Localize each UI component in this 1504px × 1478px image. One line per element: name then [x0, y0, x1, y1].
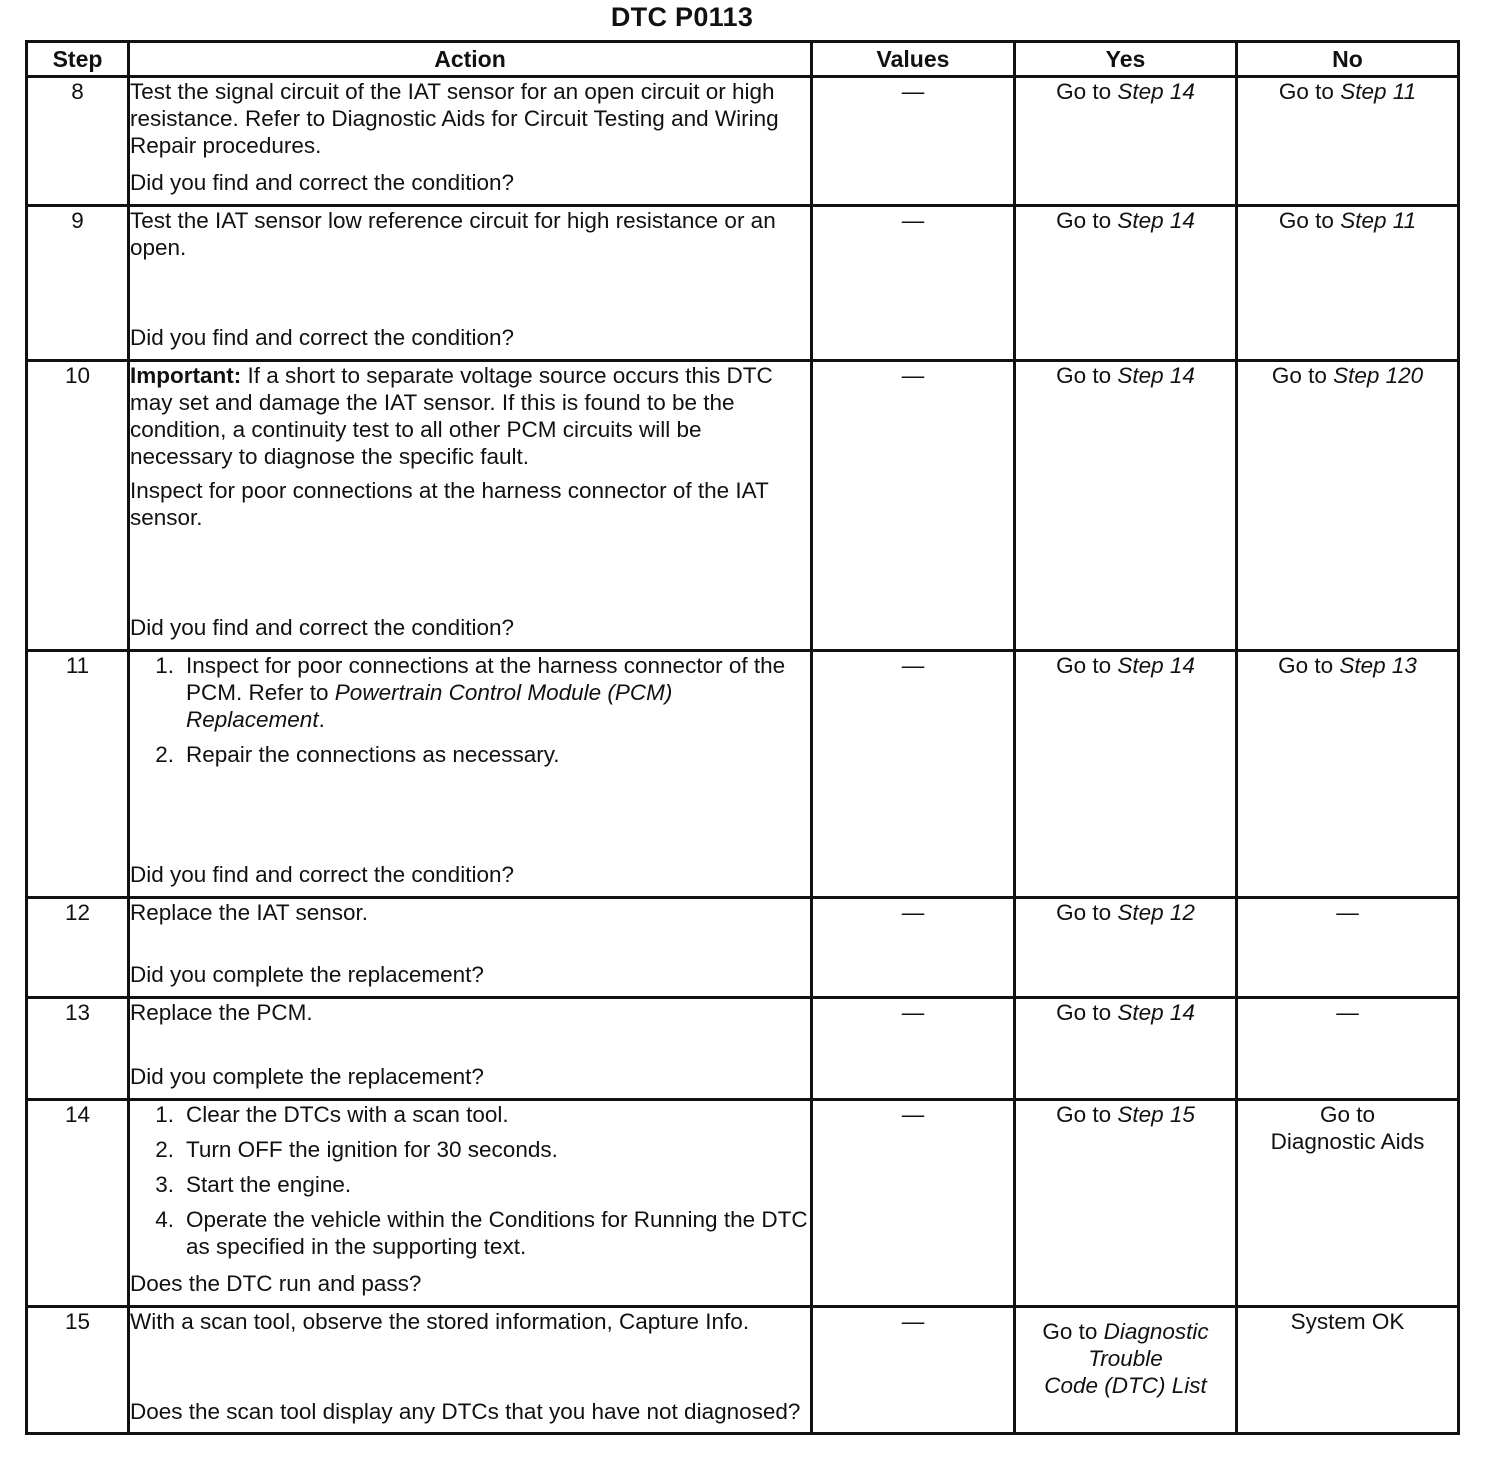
list-number: 3. [155, 1172, 174, 1197]
go-to-text: Go to [1056, 1000, 1112, 1025]
list-item [130, 741, 810, 768]
important-note [130, 362, 810, 470]
list-number: 1. [155, 1102, 174, 1127]
go-to-text: Go to [1056, 363, 1112, 388]
no-cell [1237, 206, 1459, 361]
action-question: Did you complete the replacement? [130, 1064, 484, 1089]
header-step: Step [27, 42, 129, 77]
list-number: 1. [155, 653, 174, 678]
action-cell [129, 998, 812, 1100]
step-link[interactable]: Step 14 [1117, 363, 1195, 388]
action-text: Test the signal circuit of the IAT sensor for an open circuit or high resistance. Refer to Diagnostic Aids for Circuit Testing and Wiring Repair procedures. [130, 79, 779, 158]
list-item [130, 652, 810, 733]
action-cell [129, 206, 812, 361]
action-cell [129, 898, 812, 998]
action-text: Test the IAT sensor low reference circuit for high resistance or an open. [130, 208, 776, 260]
list-item [130, 1136, 810, 1163]
go-to-text: Go to [1278, 79, 1334, 104]
values-cell: — [812, 1307, 1015, 1434]
list-number: 2. [155, 1137, 174, 1162]
values-cell: — [812, 1100, 1015, 1307]
values-cell: — [812, 206, 1015, 361]
step-number: 12 [27, 898, 129, 998]
yes-cell [1015, 206, 1237, 361]
yes-cell [1015, 1100, 1237, 1307]
table-row [27, 898, 1459, 998]
go-to-text: Go to [1271, 363, 1327, 388]
action-text: Inspect for poor connections at the harness connector of the IAT sensor. [130, 478, 769, 530]
values-cell: — [812, 361, 1015, 651]
yes-cell [1015, 898, 1237, 998]
yes-cell [1015, 77, 1237, 206]
table-row [27, 998, 1459, 1100]
header-action: Action [129, 42, 812, 77]
list-text: Clear the DTCs with a scan tool. [186, 1102, 509, 1127]
step-link[interactable]: Step 11 [1340, 208, 1417, 233]
table-row [27, 206, 1459, 361]
step-number: 14 [27, 1100, 129, 1307]
yes-cell [1015, 651, 1237, 898]
go-to-text: Go to [1056, 208, 1112, 233]
go-to-text: Go to [1042, 1319, 1098, 1344]
action-cell [129, 361, 812, 651]
yes-cell [1015, 1307, 1237, 1434]
no-cell [1237, 361, 1459, 651]
header-values: Values [812, 42, 1015, 77]
action-text: Replace the IAT sensor. [130, 900, 369, 925]
procedure-link[interactable]: Powertrain Control Module (PCM) Replacement [186, 680, 673, 732]
list-text: Operate the vehicle within the Conditions for Running the DTC as specified in the supporting text. [186, 1207, 808, 1259]
action-question: Did you find and correct the condition? [130, 325, 514, 350]
step-number: 11 [27, 651, 129, 898]
dtc-table [25, 40, 1460, 1435]
step-number: 10 [27, 361, 129, 651]
go-to-text: Go to [1056, 653, 1112, 678]
step-link[interactable]: Step 14 [1117, 79, 1195, 104]
action-cell [129, 77, 812, 206]
diagnostic-aids-link[interactable]: Diagnostic Aids [1270, 1129, 1425, 1154]
values-cell: — [812, 998, 1015, 1100]
action-question: Does the scan tool display any DTCs that you have not diagnosed? [130, 1399, 801, 1424]
yes-cell [1015, 361, 1237, 651]
no-cell [1237, 651, 1459, 898]
no-cell: — [1237, 898, 1459, 998]
header-row [27, 42, 1459, 77]
go-to-text: Go to [1056, 1102, 1112, 1127]
important-label: Important: [130, 363, 242, 388]
values-cell: — [812, 651, 1015, 898]
step-number: 9 [27, 206, 129, 361]
list-text: Inspect for poor connections at the harness connector of the PCM. Refer to Powertrain Control Module (PCM) Replacement. [186, 653, 786, 732]
step-link[interactable]: Step 11 [1340, 79, 1417, 104]
step-link[interactable]: Step 120 [1333, 363, 1424, 388]
action-question: Does the DTC run and pass? [130, 1271, 422, 1296]
list-item [130, 1101, 810, 1128]
no-cell [1237, 1100, 1459, 1307]
step-link[interactable]: Step 13 [1339, 653, 1417, 678]
values-cell: — [812, 77, 1015, 206]
table-row [27, 77, 1459, 206]
header-no: No [1237, 42, 1459, 77]
list-item [130, 1171, 810, 1198]
action-cell [129, 1100, 812, 1307]
list-text: Turn OFF the ignition for 30 seconds. [186, 1137, 558, 1162]
table-row [27, 361, 1459, 651]
no-cell [1237, 77, 1459, 206]
table-row [27, 651, 1459, 898]
step-link[interactable]: Step 15 [1117, 1102, 1195, 1127]
table-row [27, 1100, 1459, 1307]
go-to-text: Go to [1319, 1102, 1376, 1127]
action-text: With a scan tool, observe the stored information, Capture Info. [130, 1309, 750, 1334]
no-cell: System OK [1237, 1307, 1459, 1434]
important-text: If a short to separate voltage source occurs this DTC may set and damage the IAT sensor. If this is found to be the condition, a continuity test to all other PCM circuits will be necessary to diagnose the specific fault. [130, 363, 773, 469]
step-link[interactable]: Step 14 [1117, 653, 1195, 678]
step-link[interactable]: Step 14 [1117, 1000, 1195, 1025]
list-number: 2. [155, 742, 174, 767]
action-question: Did you complete the replacement? [130, 962, 484, 987]
list-number: 4. [155, 1207, 174, 1232]
table-row [27, 1307, 1459, 1434]
action-question: Did you find and correct the condition? [130, 862, 514, 887]
dtc-list-link[interactable]: Go to Diagnostic Trouble Code (DTC) List [1042, 1319, 1209, 1398]
step-number: 8 [27, 77, 129, 206]
list-text: Repair the connections as necessary. [186, 742, 560, 767]
go-to-text: Go to [1278, 653, 1334, 678]
header-yes: Yes [1015, 42, 1237, 77]
yes-cell [1015, 998, 1237, 1100]
go-to-text: Go to [1056, 79, 1112, 104]
step-link[interactable]: Step 12 [1117, 900, 1195, 925]
list-item [130, 1206, 810, 1260]
action-cell [129, 1307, 812, 1434]
step-number: 15 [27, 1307, 129, 1434]
values-cell: — [812, 898, 1015, 998]
page-title: DTC P0113 [610, 2, 754, 32]
go-to-text: Go to [1056, 900, 1112, 925]
no-cell: — [1237, 998, 1459, 1100]
step-number: 13 [27, 998, 129, 1100]
list-text: Start the engine. [186, 1172, 352, 1197]
action-cell [129, 651, 812, 898]
action-text: Replace the PCM. [130, 1000, 313, 1025]
go-to-text: Go to [1278, 208, 1334, 233]
step-link[interactable]: Step 14 [1117, 208, 1195, 233]
action-question: Did you find and correct the condition? [130, 170, 514, 195]
action-question: Did you find and correct the condition? [130, 615, 514, 640]
